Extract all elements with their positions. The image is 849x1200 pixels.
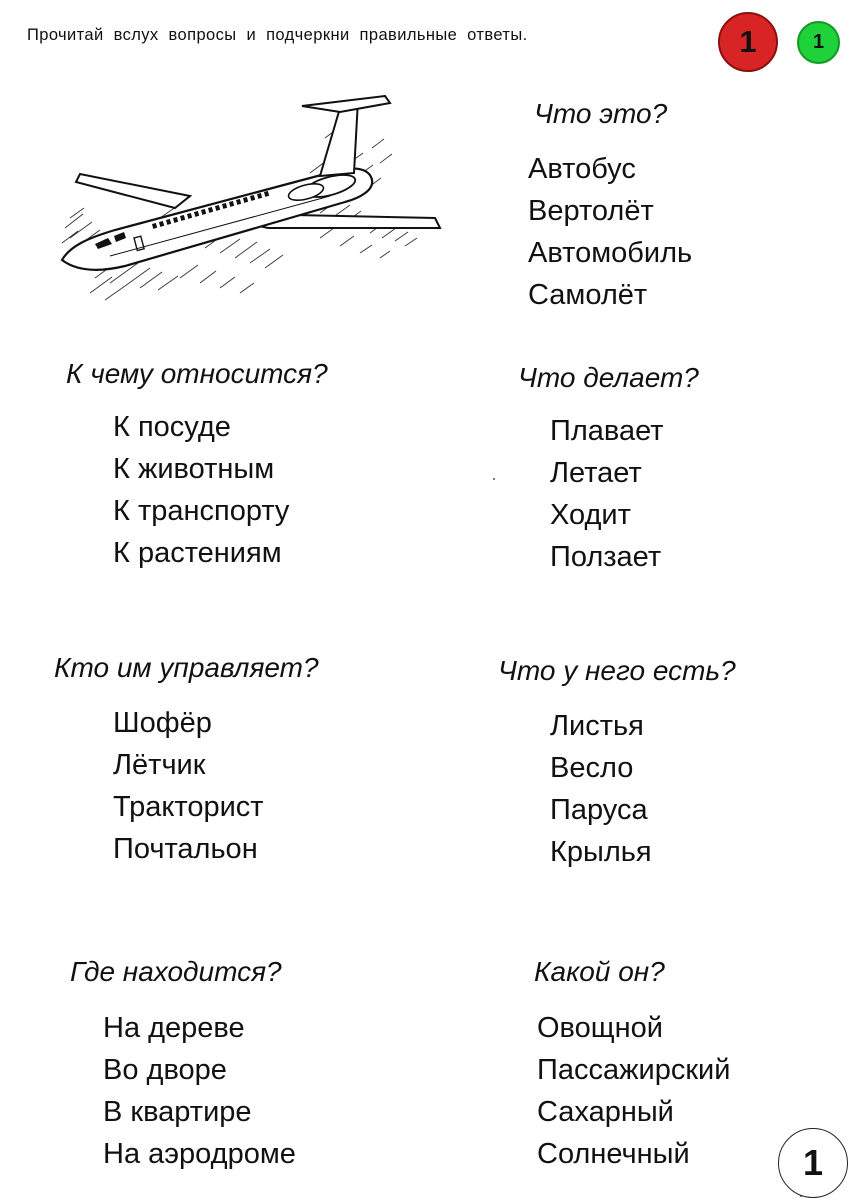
question-where xyxy=(70,956,282,988)
answer-option[interactable]: Автобус xyxy=(528,153,636,185)
options-what-does xyxy=(550,410,664,578)
question-what-kind xyxy=(534,956,665,988)
options-what-has xyxy=(550,705,652,873)
options-what-is-it xyxy=(528,148,692,316)
answer-option[interactable]: На дереве xyxy=(103,1012,245,1044)
question-label: Что делает? xyxy=(518,362,699,393)
answer-option[interactable]: Овощной xyxy=(537,1012,663,1044)
question-label: Какой он? xyxy=(534,956,665,987)
answer-option[interactable]: Крылья xyxy=(550,836,652,868)
answer-option[interactable]: К растениям xyxy=(113,537,282,569)
answer-option[interactable]: В квартире xyxy=(103,1096,252,1128)
options-category xyxy=(113,406,289,574)
options-what-kind xyxy=(537,1007,730,1175)
answer-option[interactable]: Солнечный xyxy=(537,1138,690,1170)
question-category xyxy=(66,358,328,390)
answer-option[interactable]: Ходит xyxy=(550,499,631,531)
red-number-badge: 1 xyxy=(718,12,778,72)
answer-option[interactable]: Шофёр xyxy=(113,707,212,739)
question-label: Что это? xyxy=(534,98,668,129)
answer-option[interactable]: Тракторист xyxy=(113,791,264,823)
answer-option[interactable]: К животным xyxy=(113,453,275,485)
answer-option[interactable]: Почтальон xyxy=(113,833,258,865)
options-who-controls xyxy=(113,702,264,870)
corner-number-badge: 1 xyxy=(778,1128,848,1198)
answer-option[interactable]: Самолёт xyxy=(528,279,648,311)
answer-option[interactable]: Сахарный xyxy=(537,1096,674,1128)
airplane-illustration xyxy=(40,78,450,323)
answer-option[interactable]: Ползает xyxy=(550,541,662,573)
answer-option[interactable]: К транспорту xyxy=(113,495,290,527)
answer-option[interactable]: Паруса xyxy=(550,794,648,826)
question-label: Что у него есть? xyxy=(498,655,736,686)
answer-option[interactable]: Летает xyxy=(550,457,642,489)
question-what-is-it xyxy=(534,98,667,130)
answer-option[interactable]: Во дворе xyxy=(103,1054,227,1086)
answer-option[interactable]: Плавает xyxy=(550,415,664,447)
answer-option[interactable]: Лётчик xyxy=(113,749,206,781)
answer-option[interactable]: К посуде xyxy=(113,411,231,443)
question-label: Кто им управляет? xyxy=(54,652,319,683)
instruction-text: Прочитай вслух вопросы и подчеркни правильные ответы. xyxy=(27,26,528,44)
question-who-controls xyxy=(54,652,319,684)
answer-option[interactable]: Листья xyxy=(550,710,644,742)
answer-option[interactable]: На аэродроме xyxy=(103,1138,296,1170)
options-where xyxy=(103,1007,296,1175)
answer-option[interactable]: Весло xyxy=(550,752,634,784)
question-label: Где находится? xyxy=(70,956,282,987)
answer-option[interactable]: Пассажирский xyxy=(537,1054,731,1086)
question-what-does xyxy=(518,362,699,394)
answer-option[interactable]: Вертолёт xyxy=(528,195,654,227)
question-label: К чему относится? xyxy=(66,358,328,389)
answer-option[interactable]: Автомобиль xyxy=(528,237,693,269)
print-speck xyxy=(493,478,495,480)
question-what-has xyxy=(498,655,736,687)
green-number-badge: 1 xyxy=(797,21,840,64)
